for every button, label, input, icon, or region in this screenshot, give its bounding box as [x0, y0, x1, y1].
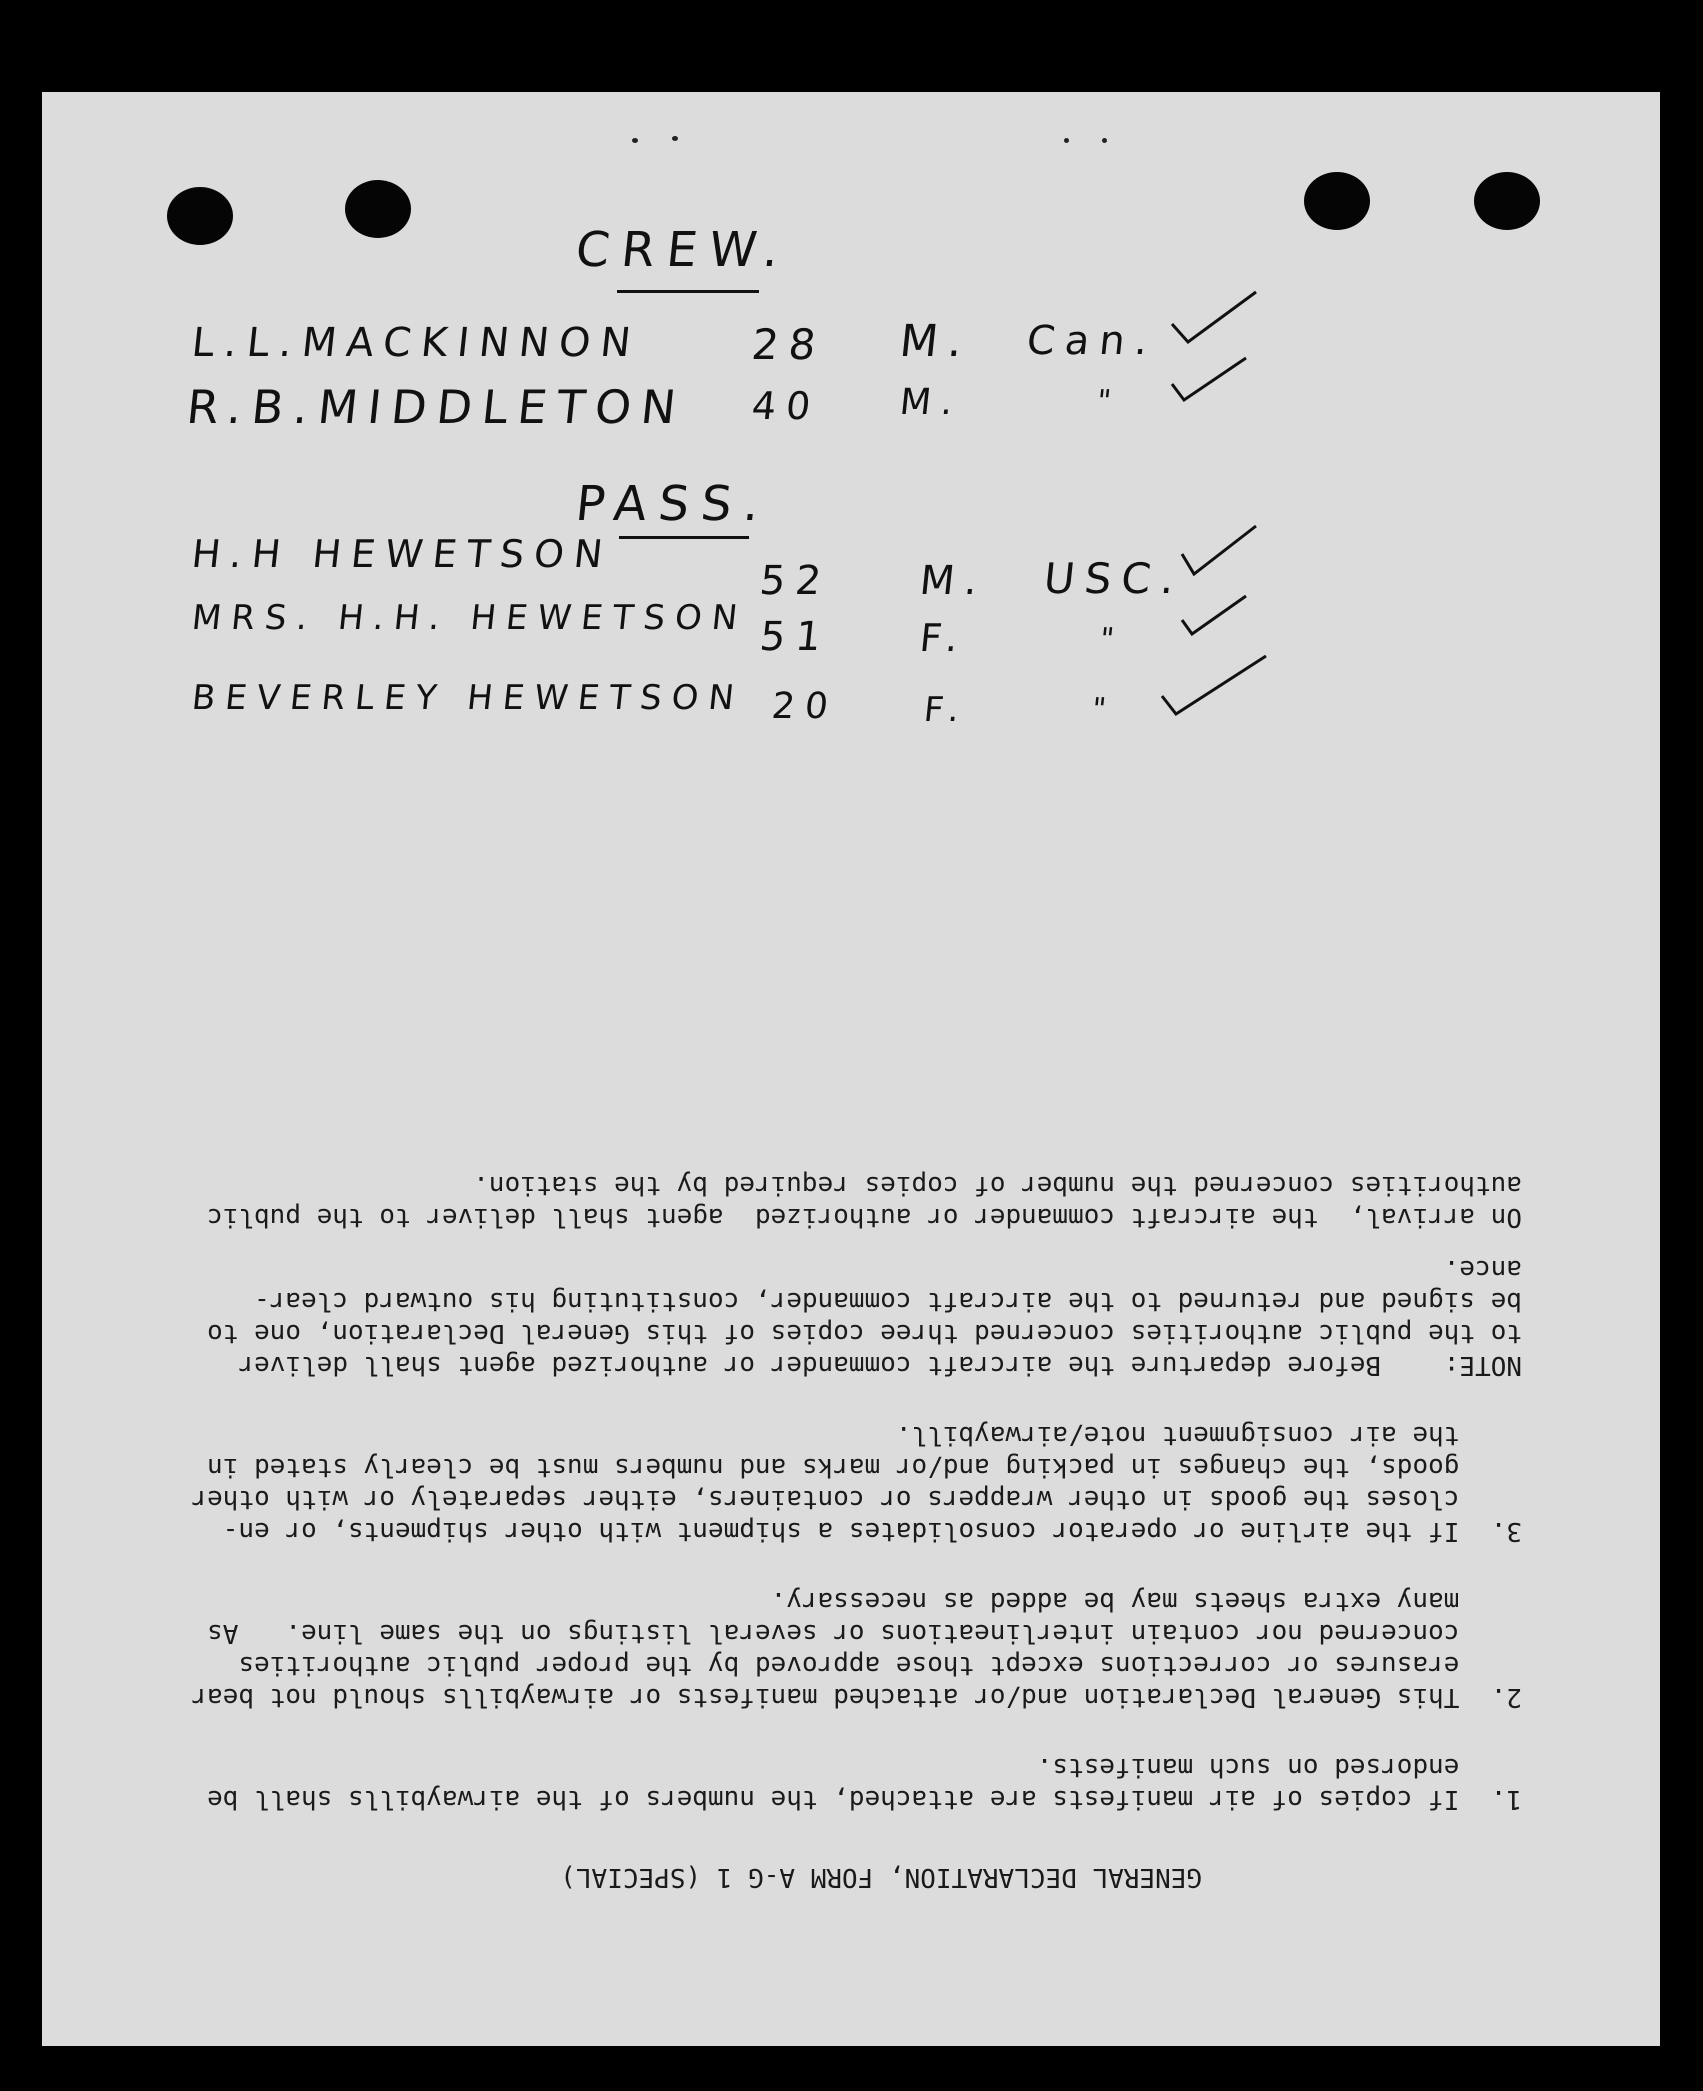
passenger-row-2-nationality: "	[1098, 622, 1126, 657]
check-mark-icon	[1170, 288, 1260, 348]
speck	[672, 136, 678, 141]
passenger-row-3-age: 20	[769, 686, 840, 727]
crew-row-1-name: L.L.MACKINNON	[189, 320, 643, 366]
crew-row-2-nationality: "	[1095, 384, 1123, 419]
instruction-1-line-1: 1. If copies of air manifests are attached, the numbers of the airwaybills shall be	[207, 1784, 1522, 1814]
punch-hole	[1304, 172, 1370, 230]
form-title: GENERAL DECLARATION, FORM A-G 1 (SPECIAL)	[560, 1862, 1202, 1892]
instruction-3-line-3: goods, the changes in packing and/or marks and numbers must be clearly stated in	[207, 1452, 1522, 1482]
passenger-row-1-age: 52	[757, 558, 834, 604]
note-line-1: NOTE: Before departure the aircraft commander or authorized agent shall deliver	[238, 1350, 1522, 1380]
check-mark-icon	[1160, 652, 1270, 718]
check-mark-icon	[1170, 354, 1250, 404]
instruction-2-line-3: concerned nor contain interlineations or several listings on the same line. As	[207, 1618, 1522, 1648]
passenger-row-3-nationality: "	[1090, 692, 1118, 727]
instruction-2-line-1: 2. This General Declaration and/or attached manifests or airwaybills should not bear	[191, 1682, 1522, 1712]
note-line-4: ance.	[1443, 1254, 1522, 1284]
passenger-row-3-name: BEVERLEY HEWETSON	[189, 678, 746, 718]
instruction-3-line-1: 3. If the airline or operator consolidates a shipment with other shipments, or en-	[222, 1516, 1522, 1546]
instruction-1-line-2: endorsed on such manifests.	[1036, 1752, 1522, 1782]
instruction-2-line-2: erasures or corrections except those approved by the proper public authorities	[238, 1650, 1522, 1680]
instruction-3-line-4: the air consignment note/airwaybill.	[895, 1420, 1522, 1450]
crew-underline	[617, 290, 759, 293]
speck	[632, 138, 638, 143]
passengers-underline	[619, 536, 749, 539]
arrival-line-2: authorities concerned the number of copies required by the station.	[473, 1170, 1522, 1200]
speck	[1102, 138, 1107, 143]
instruction-3-line-2: closes the goods in other wrappers or containers, either separately or with other	[191, 1484, 1522, 1514]
crew-row-2-age: 40	[749, 384, 823, 428]
passenger-row-1-name: H.H HEWETSON	[189, 532, 615, 576]
crew-row-1-nationality: Can.	[1024, 318, 1160, 364]
crew-row-1-age: 28	[749, 320, 829, 369]
passenger-row-2-sex: F.	[917, 616, 971, 660]
crew-row-2-name: R.B.MIDDLETON	[184, 380, 689, 434]
note-line-3: be signed and returned to the aircraft commander, constituting his outward clear-	[254, 1286, 1522, 1316]
passenger-row-2-name: MRS. H.H. HEWETSON	[189, 598, 750, 638]
passengers-heading: PASS.	[573, 476, 774, 532]
check-mark-icon	[1180, 522, 1260, 578]
passenger-row-1-sex: M.	[917, 558, 990, 604]
crew-row-2-sex: M.	[897, 382, 965, 423]
check-mark-icon	[1180, 592, 1250, 638]
note-line-2: to the public authorities concerned three copies of this General Declaration, one to	[207, 1318, 1522, 1348]
passenger-row-2-age: 51	[757, 614, 834, 660]
punch-hole	[167, 187, 233, 245]
speck	[1064, 138, 1069, 143]
passenger-row-1-nationality: USC.	[1041, 554, 1187, 603]
arrival-line-1: On arrival, the aircraft commander or authorized agent shall deliver to the public	[207, 1202, 1522, 1232]
passenger-row-3-sex: F.	[921, 690, 972, 730]
typed-instructions-upside-down	[191, 1162, 1522, 1892]
crew-row-1-sex: M.	[897, 316, 975, 367]
punch-hole	[345, 180, 411, 238]
instruction-2-line-4: many extra sheets may be added as necessary.	[770, 1586, 1522, 1616]
punch-hole	[1474, 172, 1540, 230]
crew-heading: CREW.	[573, 222, 794, 278]
document-sheet	[42, 92, 1660, 2046]
